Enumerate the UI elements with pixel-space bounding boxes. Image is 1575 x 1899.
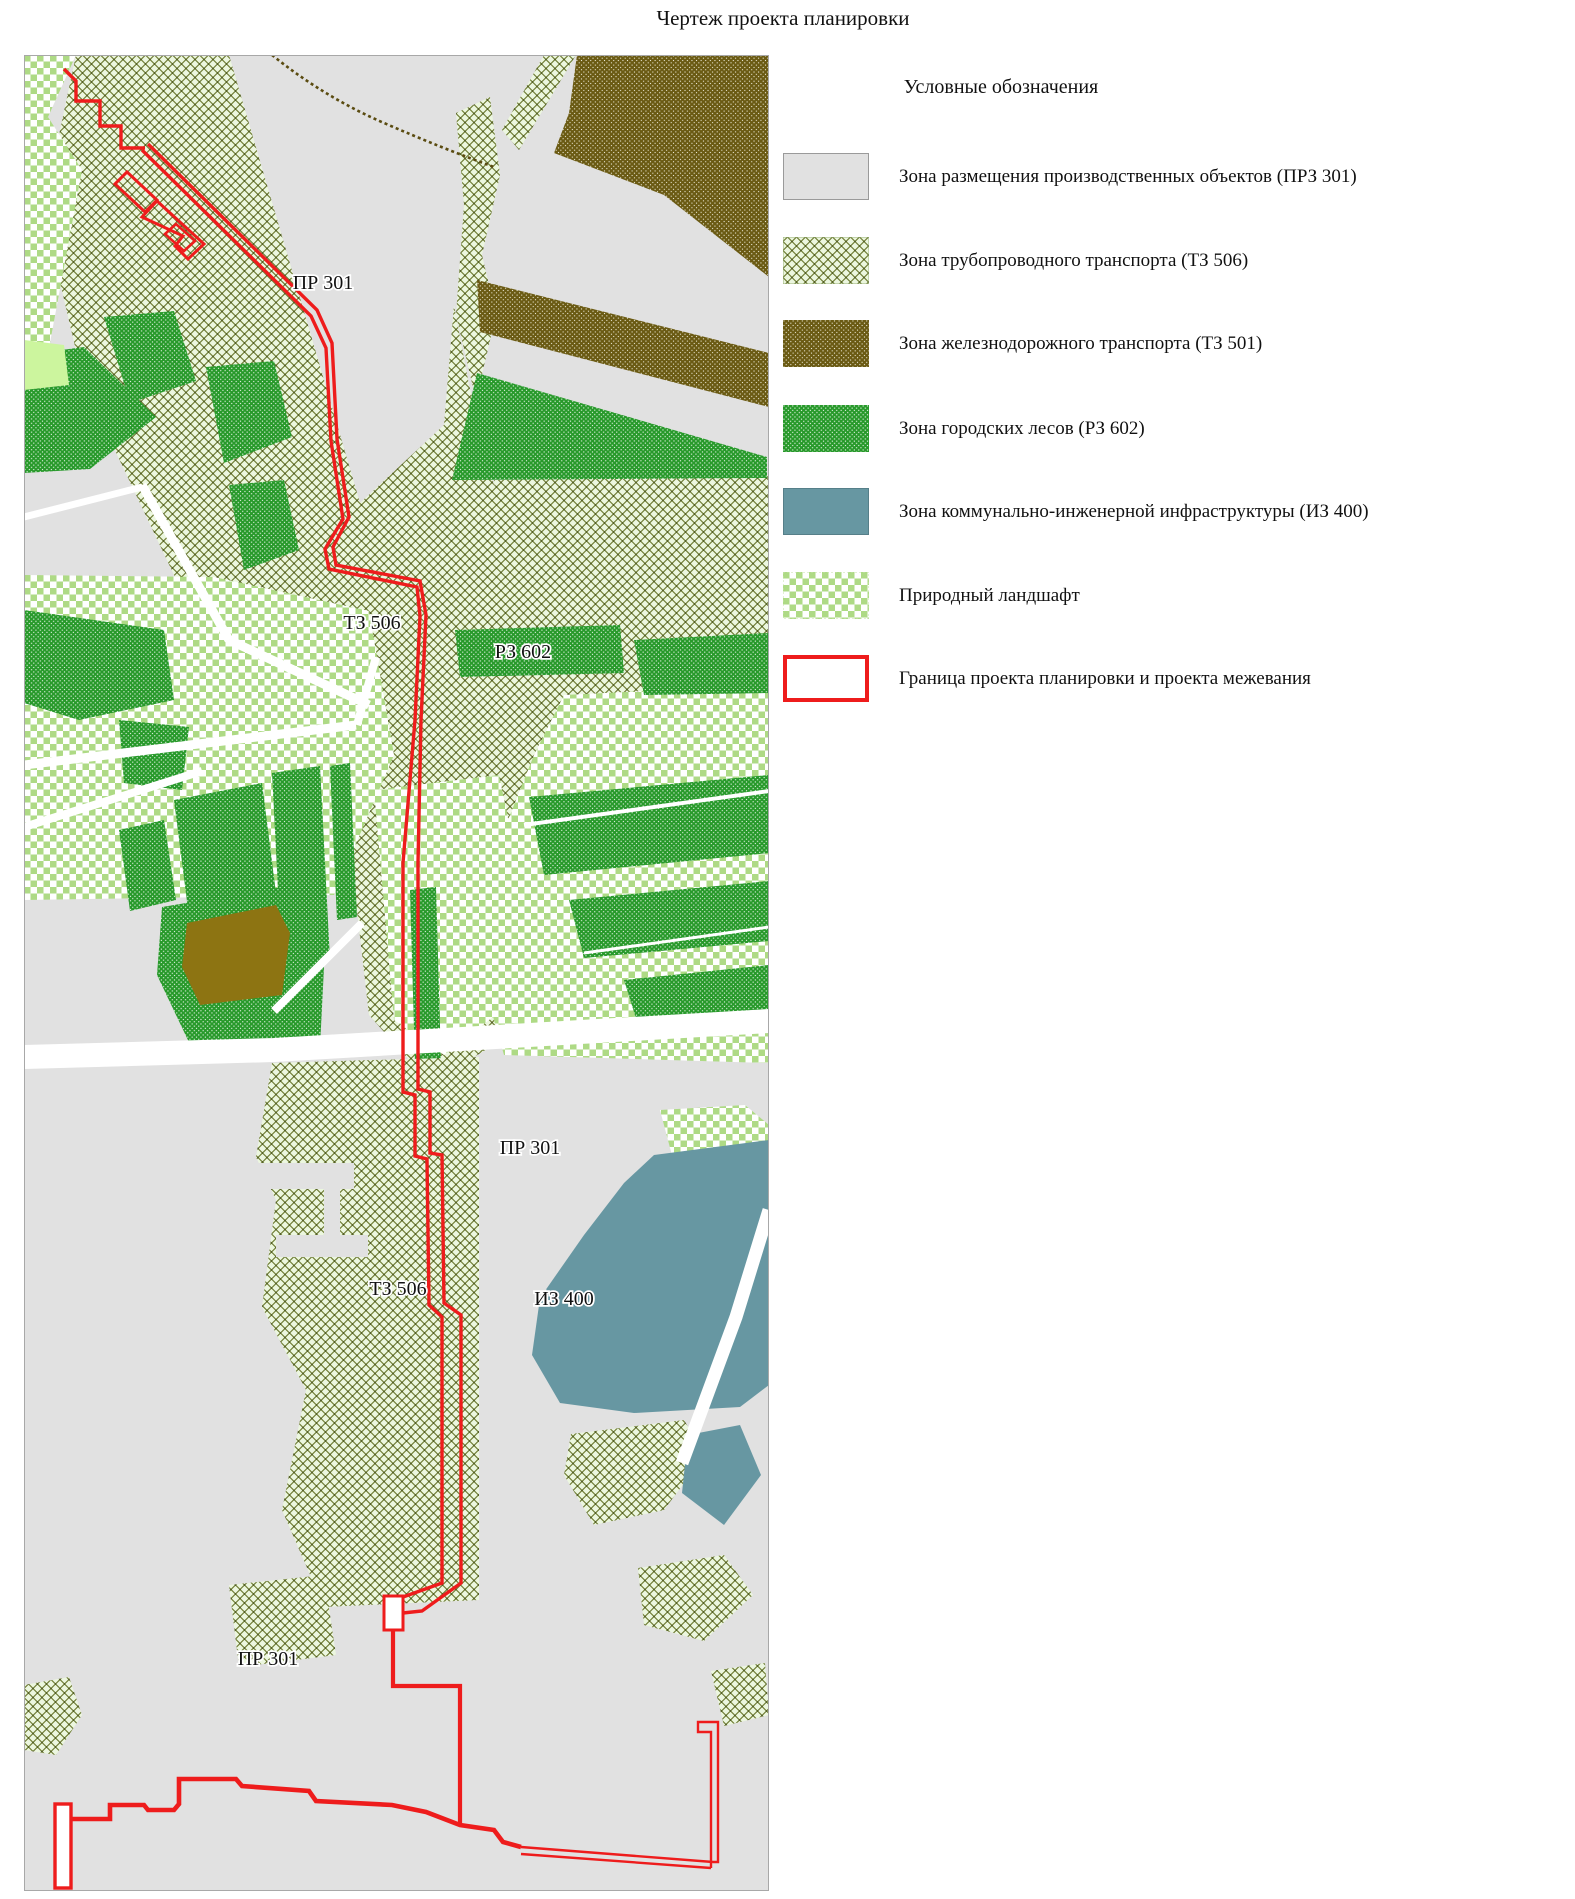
label-pr301-bottom: ПР 301: [237, 1648, 299, 1670]
legend-item-rz602: [783, 405, 1543, 452]
swatch-utility-teal: [783, 488, 869, 535]
label-pr301-middle: ПР 301: [499, 1137, 561, 1159]
swatch-pipeline-crosshatch: [783, 237, 869, 284]
label-tz506-upper: ТЗ 506: [343, 612, 401, 634]
swatch-boundary-red: [783, 655, 869, 702]
legend-item-label: Зона коммунально-инженерной инфраструктуры (ИЗ 400): [899, 500, 1369, 522]
legend-item-label: Граница проекта планировки и проекта межевания: [899, 667, 1311, 689]
map-canvas: [24, 55, 769, 1891]
label-iz400: ИЗ 400: [534, 1288, 594, 1310]
swatch-industrial-gray: [783, 153, 869, 200]
legend-item-natural: [783, 572, 1543, 619]
swatch-natural-checker: [783, 572, 869, 619]
legend-item-label: Зона трубопроводного транспорта (ТЗ 506): [899, 249, 1249, 271]
legend-item-label: Зона железнодорожного транспорта (ТЗ 501): [899, 332, 1263, 354]
zone-lime-patch: [24, 340, 69, 390]
swatch-railway-dotted: [783, 320, 869, 367]
legend-item-tz506: [783, 237, 1543, 284]
legend-item-label: Зона городских лесов (РЗ 602): [899, 417, 1145, 439]
legend-item-label: Зона размещения производственных объектов (ПРЗ 301): [899, 165, 1357, 187]
legend-title: Условные обозначения: [903, 76, 1099, 98]
boundary-jog-box: [384, 1596, 403, 1630]
zoning-map: [24, 55, 769, 1891]
page-title: Чертеж проекта планировки: [656, 6, 910, 30]
legend-item-prz301: [783, 153, 1543, 200]
legend-item-boundary: [783, 655, 1543, 702]
label-rz602: РЗ 602: [494, 641, 552, 663]
legend-item-label: Природный ландшафт: [899, 584, 1080, 606]
legend-item-iz400: [783, 488, 1543, 535]
label-tz506-lower: ТЗ 506: [369, 1278, 427, 1300]
legend-item-tz501: [783, 320, 1543, 367]
swatch-forest-dotted: [783, 405, 869, 452]
label-pr301-top: ПР 301: [292, 272, 354, 294]
boundary-left-flag: [55, 1804, 71, 1888]
